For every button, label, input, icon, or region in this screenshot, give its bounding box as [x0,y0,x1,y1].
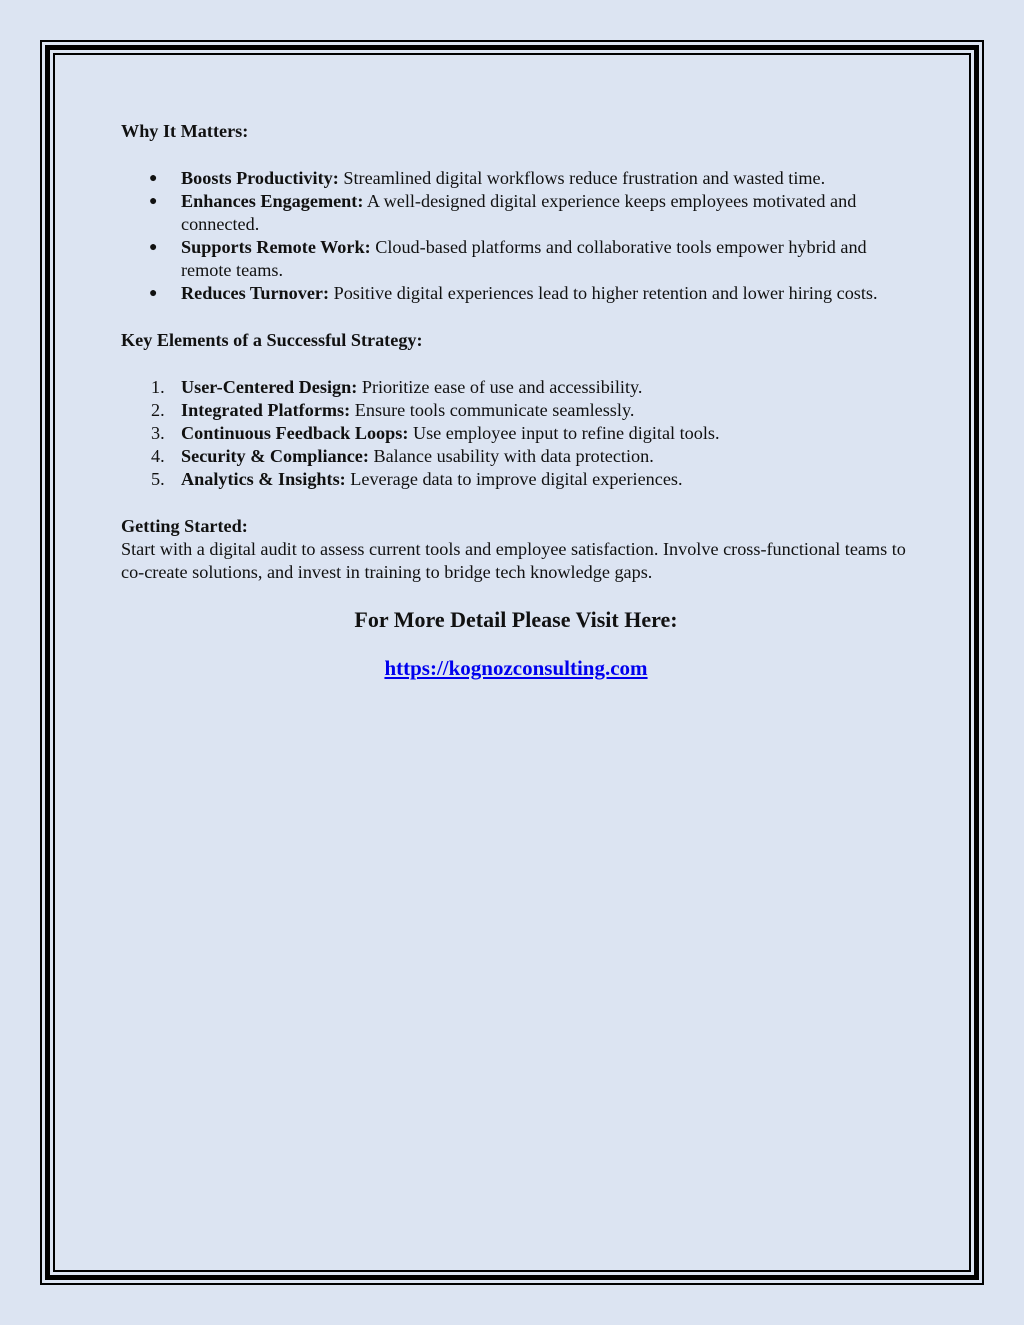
list-item [121,167,911,190]
visit-link-container [121,654,911,682]
item-text: Cloud-based platforms and collaborative tools empower hybrid and remote teams. [181,237,867,280]
item-title: Analytics & Insights: [181,469,346,489]
item-number: 1. [151,377,165,397]
list-item [121,376,911,399]
item-number: 3. [151,423,165,443]
item-number: 2. [151,400,165,420]
website-link[interactable]: https://kognozconsulting.com [384,656,648,680]
item-title: Supports Remote Work: [181,237,371,257]
item-text: Positive digital experiences lead to higher retention and lower hiring costs. [329,283,878,303]
page-content [121,120,911,682]
bullet-icon: ● [149,194,158,209]
item-text: Prioritize ease of use and accessibility. [357,377,643,397]
item-text: Use employee input to refine digital tools. [408,423,720,443]
item-title: User-Centered Design: [181,377,358,397]
item-title: Boosts Productivity: [181,168,339,188]
list-item [121,236,911,282]
list-item [121,282,911,305]
bullet-icon: ● [149,286,158,301]
why-it-matters-list [121,167,911,305]
item-title: Reduces Turnover: [181,283,330,303]
list-item [121,422,911,445]
item-title: Continuous Feedback Loops: [181,423,409,443]
getting-started-section [121,515,911,584]
why-it-matters-heading: Why It Matters: [121,121,249,141]
item-title: Security & Compliance: [181,446,369,466]
list-item [121,399,911,422]
key-elements-list [121,376,911,491]
item-number: 4. [151,446,165,466]
item-text: Leverage data to improve digital experiences. [345,469,683,489]
getting-started-body: Start with a digital audit to assess current tools and employee satisfaction. Involve cross-functional teams to co-create solutions, and invest in training to bridge tech knowledge gaps. [121,539,906,582]
bullet-icon: ● [149,171,158,186]
item-title: Integrated Platforms: [181,400,351,420]
item-text: Balance usability with data protection. [368,446,654,466]
list-item [121,468,911,491]
item-text: Streamlined digital workflows reduce frustration and wasted time. [338,168,826,188]
item-text: Ensure tools communicate seamlessly. [350,400,635,420]
item-title: Enhances Engagement: [181,191,364,211]
item-number: 5. [151,469,165,489]
getting-started-heading: Getting Started: [121,516,248,536]
visit-heading: For More Detail Please Visit Here: [354,607,678,632]
list-item [121,190,911,236]
list-item [121,445,911,468]
key-elements-heading: Key Elements of a Successful Strategy: [121,330,423,350]
bullet-icon: ● [149,240,158,255]
item-text: A well-designed digital experience keeps employees motivated and connected. [181,191,857,234]
